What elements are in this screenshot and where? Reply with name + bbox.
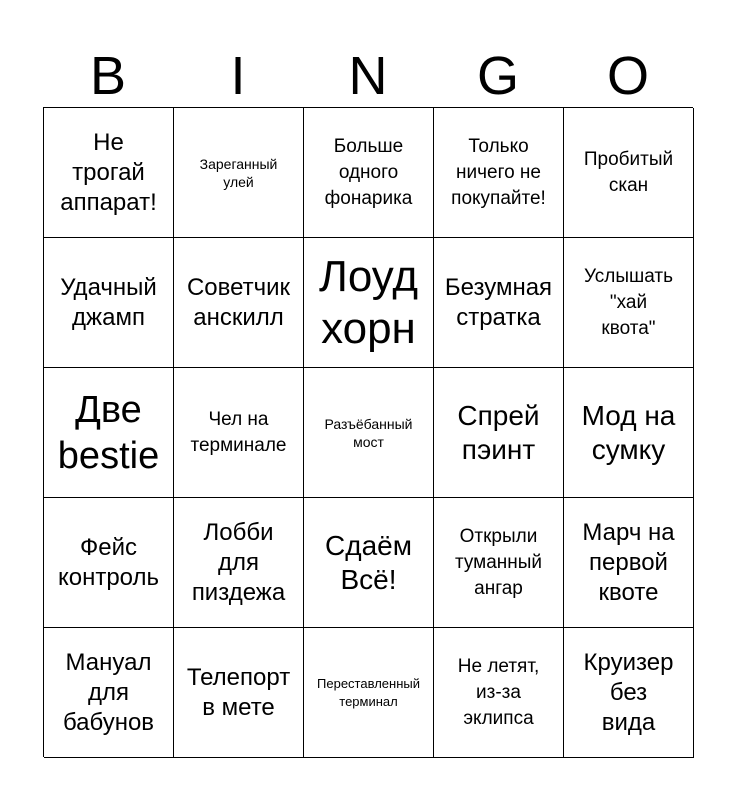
bingo-cell-text: Больше одного фонарика: [324, 135, 413, 209]
bingo-cell[interactable]: [564, 628, 694, 758]
bingo-cell[interactable]: [564, 498, 694, 628]
bingo-cell-text: Зареганный улей: [199, 155, 278, 190]
bingo-cell[interactable]: [434, 498, 564, 628]
bingo-cell[interactable]: [564, 368, 694, 498]
bingo-cell[interactable]: [434, 238, 564, 368]
bingo-cell-text: Не летят, из-за эклипса: [457, 655, 540, 729]
bingo-cell-text: Марч на первой квоте: [582, 518, 675, 606]
bingo-cell-text: Чел на терминале: [190, 408, 287, 456]
bingo-cell-text: Удачный джамп: [60, 273, 157, 331]
bingo-cell-text: Безумная стратка: [444, 273, 553, 331]
bingo-cell[interactable]: [434, 368, 564, 498]
bingo-cell[interactable]: [174, 498, 304, 628]
header-letter-g: G: [476, 46, 519, 106]
bingo-cell[interactable]: [434, 108, 564, 238]
bingo-cell-text: Сдаём Всё!: [325, 529, 412, 595]
bingo-cell[interactable]: [564, 108, 694, 238]
bingo-cell[interactable]: [174, 108, 304, 238]
bingo-cell-text: Телепорт в мете: [186, 663, 291, 721]
bingo-cell-text: Лоуд хорн: [318, 251, 419, 353]
bingo-cell-text: Фейс контроль: [57, 533, 160, 591]
bingo-cell[interactable]: [44, 108, 174, 238]
bingo-cell[interactable]: [44, 368, 174, 498]
header-letter-o: O: [606, 46, 649, 106]
bingo-cell[interactable]: [304, 108, 434, 238]
bingo-board: [43, 107, 693, 757]
bingo-cell[interactable]: [304, 238, 434, 368]
bingo-cell-text: Открыли туманный ангар: [454, 525, 543, 599]
bingo-cell[interactable]: [44, 238, 174, 368]
bingo-cell[interactable]: [174, 628, 304, 758]
bingo-cell-text: Мод на сумку: [581, 399, 676, 465]
header-letter-n: N: [348, 46, 388, 106]
bingo-cell-text: Мануал для бабунов: [62, 648, 155, 736]
bingo-cell-text: Пробитый скан: [583, 148, 674, 196]
bingo-cell-text: Лобби для пиздежа: [191, 518, 286, 606]
bingo-cell[interactable]: [564, 238, 694, 368]
bingo-cell[interactable]: [304, 368, 434, 498]
bingo-cell-text: Разъёбанный мост: [324, 415, 413, 450]
bingo-cell-text: Переставленный терминал: [317, 675, 420, 709]
header-letter-i: I: [230, 46, 246, 106]
bingo-cell-text: Две bestie: [57, 388, 160, 477]
bingo-cell[interactable]: [174, 368, 304, 498]
bingo-cell[interactable]: [434, 628, 564, 758]
bingo-cell[interactable]: [304, 498, 434, 628]
bingo-cell-text: Советчик анскилл: [186, 273, 291, 331]
bingo-cell[interactable]: [44, 628, 174, 758]
bingo-cell-text: Услышать "хай квота": [583, 265, 674, 339]
bingo-header: [43, 44, 693, 108]
bingo-cell[interactable]: [44, 498, 174, 628]
bingo-cell[interactable]: [174, 238, 304, 368]
bingo-cell-text: Круизер без вида: [583, 648, 674, 736]
bingo-cell-text: Спрей пэинт: [457, 399, 540, 465]
bingo-cell-text: Только ничего не покупайте!: [451, 135, 546, 209]
bingo-cell[interactable]: [304, 628, 434, 758]
header-letter-b: B: [89, 46, 127, 106]
bingo-cell-text: Не трогай аппарат!: [60, 128, 157, 216]
